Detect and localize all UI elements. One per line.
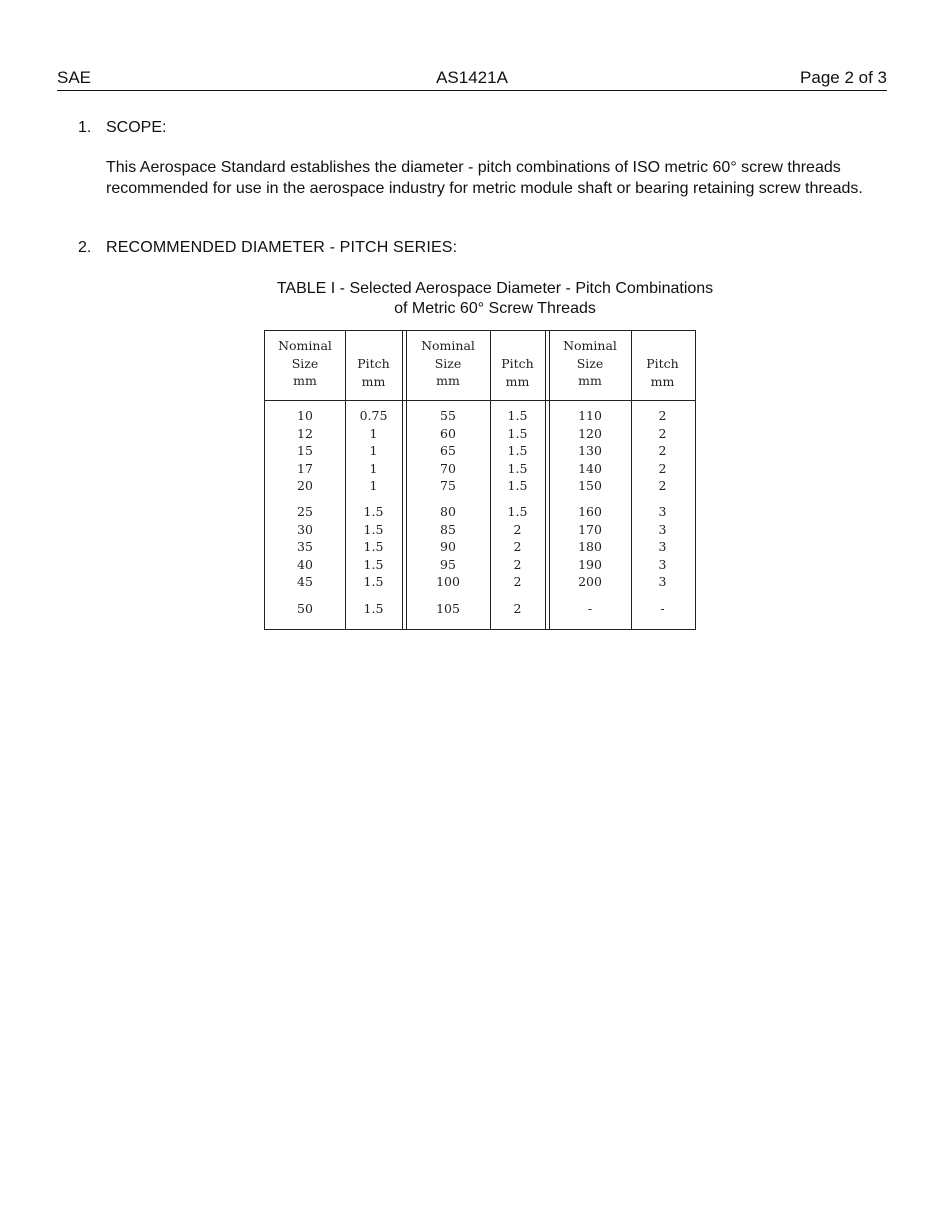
table-cell: 55 — [440, 408, 456, 423]
column-header: Nominal Size mm — [563, 338, 617, 388]
table-cell: 75 — [440, 478, 456, 493]
table-cell: 2 — [513, 521, 522, 537]
col-nominal-size-2 — [406, 331, 490, 629]
table-cell: - — [587, 601, 593, 616]
column-header: Pitch mm — [501, 356, 534, 389]
section-number: 2. — [78, 239, 92, 256]
table-cell: 2 — [658, 408, 667, 423]
table-cell: 1 — [369, 443, 378, 458]
table-cell: 2 — [658, 478, 667, 493]
table-cell: 100 — [436, 574, 460, 589]
table-cell: 3 — [658, 556, 667, 572]
table-cell: 70 — [440, 460, 456, 476]
table-cell: 2 — [658, 443, 667, 458]
table-cell: 3 — [658, 539, 667, 554]
col-pitch-2 — [490, 331, 545, 629]
table-cell: 65 — [440, 443, 456, 458]
table-cell: - — [660, 601, 665, 616]
section-title: SCOPE: — [106, 119, 167, 136]
table-cell: 90 — [440, 539, 456, 554]
table-cell: 3 — [658, 521, 667, 537]
table-cell: 10 — [297, 408, 313, 423]
section-number: 1. — [78, 119, 92, 136]
table-cell: 50 — [297, 601, 313, 616]
column-header: Nominal Size mm — [278, 338, 332, 388]
table-cell: 35 — [297, 539, 313, 554]
table-cell: 2 — [658, 425, 667, 441]
table-cell: 1 — [369, 478, 378, 493]
table-cell: 30 — [297, 521, 313, 537]
table-cell: 3 — [658, 574, 667, 589]
table-cell: 1.5 — [507, 408, 528, 423]
table-cell: 200 — [578, 574, 602, 589]
table-cell: 0.75 — [359, 408, 388, 423]
table-cell: 40 — [297, 556, 313, 572]
table-cell: 1.5 — [363, 556, 384, 572]
table-cell: 25 — [297, 504, 313, 519]
col-nominal-size-1 — [265, 331, 345, 629]
column-header: Nominal Size mm — [421, 338, 475, 388]
table-cell: 15 — [297, 443, 313, 458]
scope-paragraph: This Aerospace Standard establishes the diameter - pitch combinations of ISO metric 60° screw threads recommended for use in the aerospace industry for metric module shaft or bearing retaining screw threads. — [106, 159, 863, 197]
table-cell: 45 — [297, 574, 313, 589]
table-cell: 2 — [658, 460, 667, 476]
table-cell: 1.5 — [507, 425, 528, 441]
table-cell: 130 — [578, 443, 602, 458]
header-page-number: Page 2 of 3 — [800, 68, 887, 87]
col-nominal-size-3 — [549, 331, 631, 629]
table-cell: 160 — [578, 504, 602, 519]
table-cell: 1.5 — [507, 478, 528, 493]
table-cell: 1.5 — [363, 521, 384, 537]
col-pitch-3 — [631, 331, 694, 629]
table-cell: 1.5 — [363, 539, 384, 554]
table-cell: 2 — [513, 539, 522, 554]
diameter-pitch-table — [264, 330, 696, 630]
table-cell: 1 — [369, 460, 378, 476]
table-caption-line2: of Metric 60° Screw Threads — [394, 300, 596, 317]
table-cell: 85 — [440, 521, 456, 537]
table-cell: 80 — [440, 504, 456, 519]
header-org: SAE — [57, 68, 92, 87]
table-cell: 105 — [436, 601, 460, 616]
section-title: RECOMMENDED DIAMETER - PITCH SERIES: — [106, 239, 458, 256]
table-cell: 1 — [369, 425, 378, 441]
table-cell: 150 — [578, 478, 602, 493]
table-cell: 180 — [578, 539, 602, 554]
table-cell: 2 — [513, 574, 522, 589]
table-cell: 17 — [297, 460, 313, 476]
table-cell: 20 — [297, 478, 313, 493]
table-cell: 140 — [578, 460, 602, 476]
table-cell: 2 — [513, 601, 522, 616]
table-cell: 1.5 — [507, 504, 528, 519]
table-cell: 120 — [578, 425, 602, 441]
page-header — [57, 68, 887, 91]
table-cell: 1.5 — [363, 504, 384, 519]
table-cell: 95 — [440, 556, 456, 572]
table-cell: 1.5 — [507, 443, 528, 458]
table-cell: 190 — [578, 556, 602, 572]
table-cell: 60 — [440, 425, 456, 441]
table-caption-line1: TABLE I - Selected Aerospace Diameter - Pitch Combinations — [276, 280, 714, 297]
column-header: Pitch mm — [646, 356, 679, 389]
table-cell: 12 — [297, 425, 313, 441]
header-doc-number: AS1421A — [436, 68, 508, 87]
column-divider-double — [545, 331, 546, 629]
table-cell: 3 — [658, 504, 667, 519]
table-cell: 1.5 — [363, 601, 384, 616]
table-cell: 2 — [513, 556, 522, 572]
table-cell: 1.5 — [507, 460, 528, 476]
table-cell: 170 — [578, 521, 602, 537]
table-cell: 110 — [578, 408, 602, 423]
column-divider-double — [402, 331, 403, 629]
column-header: Pitch mm — [357, 356, 390, 389]
col-pitch-1 — [345, 331, 402, 629]
table-cell: 1.5 — [363, 574, 384, 589]
